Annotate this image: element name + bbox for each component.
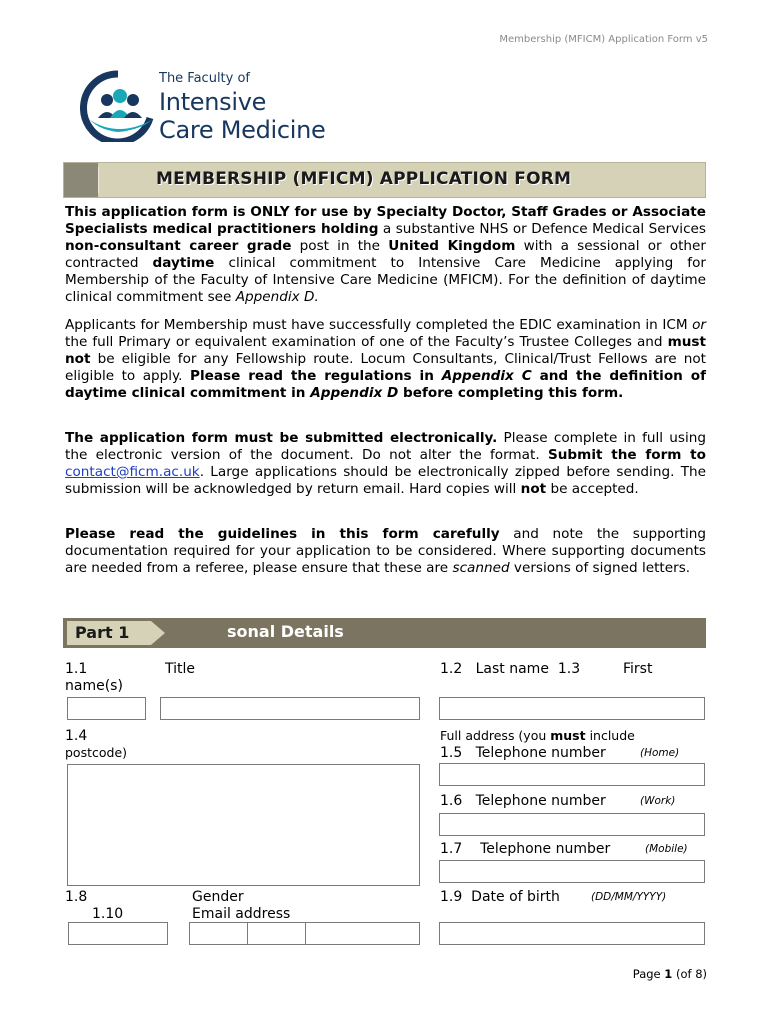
contact-email-link[interactable]: contact@ficm.ac.uk <box>65 464 200 480</box>
field-1-10-number: 1.10 <box>92 906 124 922</box>
field-1-8-label: Gender <box>192 889 244 905</box>
banner-arrow-icon <box>64 163 98 197</box>
text-run: and note the supporting documentation required for your application to be considered. Where supporting documents are needed from a referee, please ensure that these are <box>65 526 706 576</box>
text-run: Appendix D <box>310 385 399 401</box>
text-run: post in the <box>291 238 389 254</box>
telephone-home-input[interactable] <box>439 763 705 786</box>
telephone-work-input[interactable] <box>439 813 705 836</box>
first-name-input[interactable] <box>439 697 705 720</box>
intro-paragraph-3 <box>65 430 706 498</box>
part-arrow-icon <box>151 621 165 645</box>
text-run: Applicants for Membership must have successfully completed the EDIC examination in ICM <box>65 317 693 333</box>
text-run: . Large applications should be electronically zipped before sending. The submission will be acknowledged by return email. Hard copies will <box>65 464 706 497</box>
field-1-9-hint: (DD/MM/YYYY) <box>591 891 667 903</box>
ficm-logo-icon <box>80 70 156 142</box>
text-run: This application form is ONLY for use by Specialty Doctor, Staff Grades or Associate Specialists medical practitioners holding <box>65 204 706 237</box>
text-run: Please read the regulations in <box>189 368 442 384</box>
text-run: daytime <box>152 255 215 271</box>
text-run: not <box>520 481 547 497</box>
field-1-8-number: 1.8 <box>65 889 88 905</box>
field-1-7-hint: (Mobile) <box>645 843 688 855</box>
date-of-birth-input[interactable] <box>439 922 705 945</box>
email-input-part-3[interactable] <box>305 922 420 945</box>
text-run: be eligible for any Fellowship route. Locum Consultants, Clinical/Trust Fellows are not eligible to apply. <box>65 351 706 384</box>
text-run: or <box>692 317 706 333</box>
text-run: a substantive NHS or Defence Medical Services <box>378 221 707 237</box>
intro-paragraph-2 <box>65 317 706 402</box>
form-title-banner <box>63 162 706 198</box>
page-number: Page 1 (of 8) <box>632 967 707 981</box>
field-1-9-label: 1.9 Date of birth <box>440 889 560 905</box>
field-1-5-hint: (Home) <box>640 747 680 759</box>
field-1-4-label: postcode) <box>65 745 128 760</box>
field-1-10-label: Email address <box>192 906 291 922</box>
logo-line1: The Faculty of <box>159 71 251 86</box>
text-run: The application form must be submitted electronically. <box>65 430 498 446</box>
field-1-1-number: 1.1 <box>65 661 88 677</box>
text-run: before completing this form. <box>398 385 624 401</box>
form-title: MEMBERSHIP (MFICM) APPLICATION FORM <box>156 169 572 189</box>
header-version: Membership (MFICM) Application Form v5 <box>499 34 708 45</box>
text-run: Appendix C <box>441 368 532 384</box>
part-1-bar <box>63 618 706 648</box>
part-1-title: sonal Details <box>227 622 344 641</box>
text-run: Please complete in full using the electronic version of the document. Do not alter the format. <box>65 430 706 463</box>
text-run: versions of signed letters. <box>509 560 691 576</box>
intro-paragraph-1 <box>65 204 706 306</box>
email-input-part-2[interactable] <box>247 922 306 945</box>
field-1-3-label: First <box>623 661 653 677</box>
text-run: scanned <box>452 560 510 576</box>
email-input-part-1[interactable] <box>189 922 248 945</box>
logo-line3: Care Medicine <box>159 116 326 144</box>
text-run: Appendix D. <box>235 289 319 305</box>
field-1-5-label: 1.5 Telephone number <box>440 745 606 761</box>
text-run: be accepted. <box>546 481 639 497</box>
text-run: with a sessional or other contracted <box>65 238 706 271</box>
field-1-4-number: 1.4 <box>65 728 88 744</box>
text-run: must not <box>65 334 706 367</box>
field-1-6-hint: (Work) <box>640 795 676 807</box>
text-run: clinical commitment to Intensive Care Medicine applying for Membership of the Faculty of Intensive Care Medicine (MFICM). For the definition of daytime clinical commitment see <box>65 255 706 305</box>
full-address-textarea[interactable] <box>67 764 420 886</box>
gender-input[interactable] <box>68 922 168 945</box>
field-1-2-label: 1.2 Last name 1.3 <box>440 661 581 677</box>
field-1-7-label: 1.7 Telephone number <box>440 841 611 857</box>
last-name-input[interactable] <box>160 697 420 720</box>
part-1-tag: Part 1 <box>75 623 130 642</box>
text-run: the full Primary or equivalent examination of one of the Faculty’s Trustee Colleges and <box>65 334 668 350</box>
logo-line2: Intensive <box>159 88 267 116</box>
full-address-label: Full address (you must include <box>440 728 635 743</box>
field-1-6-label: 1.6 Telephone number <box>440 793 606 809</box>
field-1-1-cont: name(s) <box>65 678 123 694</box>
text-run: Submit the form to <box>547 447 706 463</box>
intro-paragraph-4 <box>65 526 706 577</box>
text-run: Please read the guidelines in this form carefully <box>65 526 500 542</box>
title-input[interactable] <box>67 697 146 720</box>
telephone-mobile-input[interactable] <box>439 860 705 883</box>
text-run: non-consultant career grade <box>65 238 292 254</box>
text-run: United Kingdom <box>388 238 516 254</box>
text-run: and the definition of daytime clinical commitment in <box>65 368 707 401</box>
field-1-1-label: Title <box>165 661 196 677</box>
